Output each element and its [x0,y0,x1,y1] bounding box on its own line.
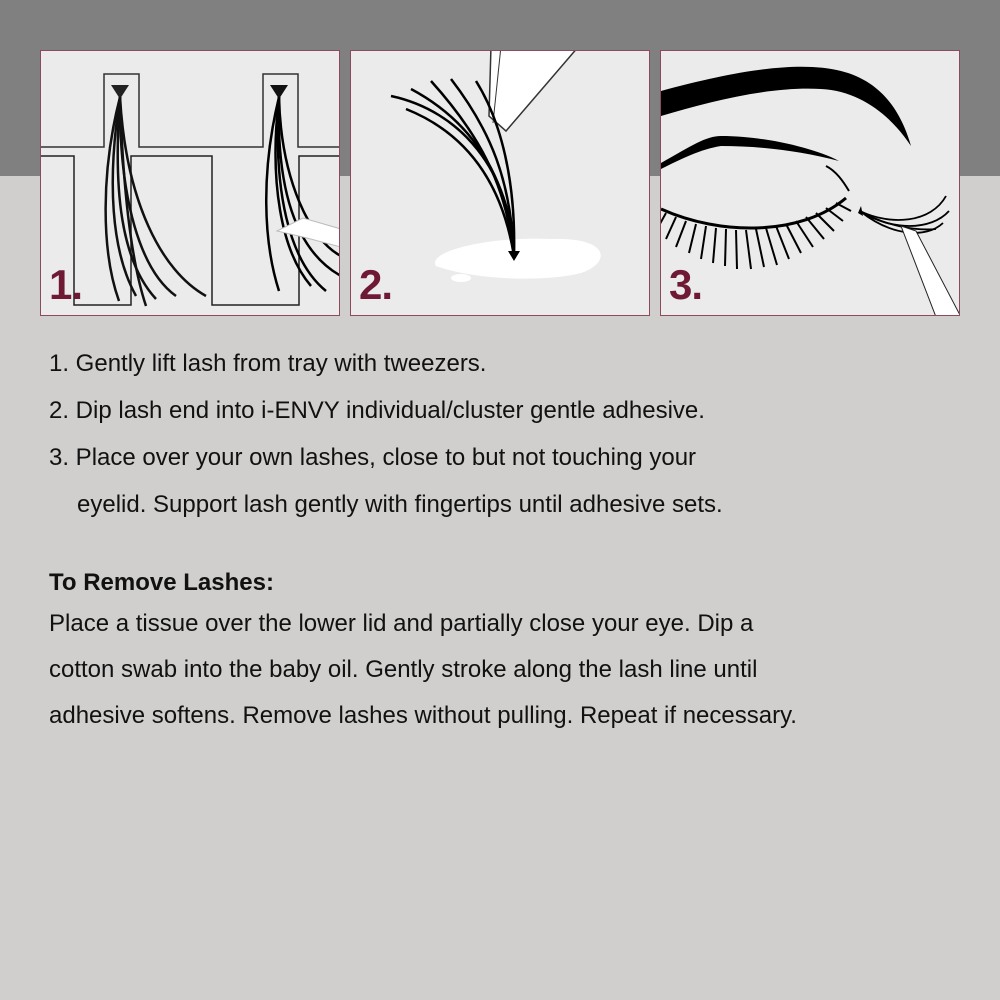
removal-line: Place a tissue over the lower lid and partially close your eye. Dip a [49,610,754,637]
step-1-panel [40,50,340,316]
removal-line: adhesive softens. Remove lashes without pulling. Repeat if necessary. [49,702,797,729]
step-number: 2. [359,261,393,308]
step-2-text: 2. Dip lash end into i-ENVY individual/cluster gentle adhesive. [49,397,705,424]
step-2-panel [350,50,650,316]
lash-tray-icon [41,51,340,316]
adhesive-dip-icon [351,51,650,316]
step-1-text: 1. Gently lift lash from tray with tweezers. [49,350,487,377]
eye-placement-icon [661,51,960,316]
removal-heading: To Remove Lashes: [49,569,274,596]
removal-line: cotton swab into the baby oil. Gently stroke along the lash line until [49,656,758,683]
step-3-text-continued: eyelid. Support lash gently with fingertips until adhesive sets. [77,491,723,518]
step-number: 3. [669,261,703,308]
step-3-text: 3. Place over your own lashes, close to but not touching your [49,444,697,471]
removal-section [49,565,969,739]
step-number: 1. [49,261,83,308]
step-3-panel [660,50,960,316]
application-steps [49,340,723,528]
